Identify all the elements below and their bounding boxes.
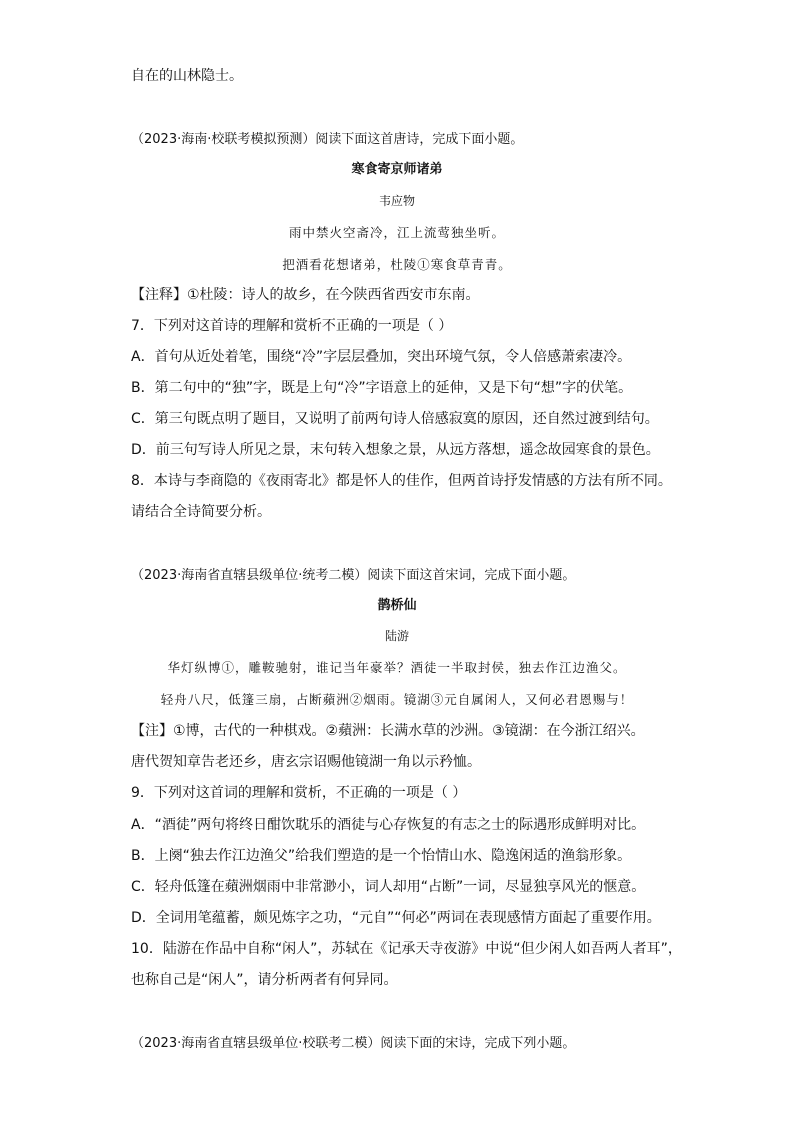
section2-poem-author: 陆游 [384, 629, 409, 643]
question-10-line-2: 也称自己是“闲人”，请分析两者有何异同。 [131, 972, 398, 988]
section1-poem-line-1: 雨中禁火空斋冷，江上流莺独坐听。 [288, 225, 505, 240]
question-7-option-d: D．前三句写诗人所见之景，末句转入想象之景，从远方落想，遥念故园寒食的景色。 [131, 442, 660, 458]
question-9-option-c: C．轻舟低篷在蘋洲烟雨中非常渺小，词人却用“占断”一词，尽显独享风光的惬意。 [131, 879, 646, 895]
section2-poem-line-2: 轻舟八尺，低篷三扇，占断蘋洲②烟雨。镜湖③元自属闲人，又何必君恩赐与！ [160, 692, 634, 707]
section3-source: （2023·海南省直辖县级单位·校联考二模）阅读下面的宋诗，完成下列小题。 [131, 1036, 576, 1051]
section2-source: （2023·海南省直辖县级单位·统考二模）阅读下面这首宋词，完成下面小题。 [131, 568, 576, 583]
question-9-option-d: D．全词用笔蕴蓄，颇见炼字之功，“元自”“何必”两词在表现感情方面起了重要作用。 [131, 910, 661, 926]
section2-poem-line-1: 华灯纵博①，雕鞍驰射，谁记当年豪举？酒徒一半取封侯，独去作江边渔父。 [167, 660, 627, 675]
question-8-line-2: 请结合全诗简要分析。 [131, 504, 271, 520]
question-7-stem: 7．下列对这首诗的理解和赏析不正确的一项是（ ） [131, 318, 453, 334]
section2-poem-title: 鹊桥仙 [377, 598, 417, 613]
section1-poem-title: 寒食寄京师诸弟 [351, 162, 443, 177]
question-8-line-1: 8．本诗与李商隐的《夜雨寄北》都是怀人的佳作，但两首诗抒发情感的方法有所不同。 [131, 473, 672, 489]
section2-note-line-1: 【注】①博，古代的一种棋戏。②蘋洲：长满水草的沙洲。③镜湖：在今浙江绍兴。 [131, 723, 645, 739]
question-9-option-b: B．上阕“独去作江边渔父”给我们塑造的是一个怡情山水、隐逸闲适的渔翁形象。 [131, 848, 632, 864]
section1-poem-author: 韦应物 [378, 194, 415, 208]
question-9-option-a: A．“酒徒”两句将终日酣饮耽乐的酒徒与心存恢复的有志之士的际遇形成鲜明对比。 [131, 817, 646, 833]
question-7-option-c: C．第三句既点明了题目，又说明了前两句诗人倍感寂寞的原因，还自然过渡到结句。 [131, 411, 659, 427]
question-9-stem: 9．下列对这首词的理解和赏析，不正确的一项是（ ） [131, 785, 467, 801]
question-7-option-b: B．第二句中的“独”字，既是上句“冷”字语意上的延伸，又是下句“想”字的伏笔。 [131, 380, 633, 396]
section1-source: （2023·海南·校联考模拟预测）阅读下面这首唐诗，完成下面小题。 [131, 132, 524, 147]
section2-note-line-2: 唐代贺知章告老还乡，唐玄宗诏赐他镜湖一角以示矜恤。 [131, 754, 481, 770]
section1-poem-line-2: 把酒看花想诸弟，杜陵①寒食草青青。 [282, 257, 512, 272]
question-7-option-a: A．首句从近处着笔，围绕“冷”字层层叠加，突出环境气氛，令人倍感萧索凄冷。 [131, 349, 632, 365]
intro-tail-text: 自在的山林隐士。 [131, 68, 243, 84]
section1-note: 【注释】①杜陵：诗人的故乡，在今陕西省西安市东南。 [131, 287, 480, 303]
question-10-line-1: 10．陆游在作品中自称“闲人”，苏轼在《记承天寺夜游》中说“但少闲人如吾两人者耳”， [131, 941, 682, 957]
